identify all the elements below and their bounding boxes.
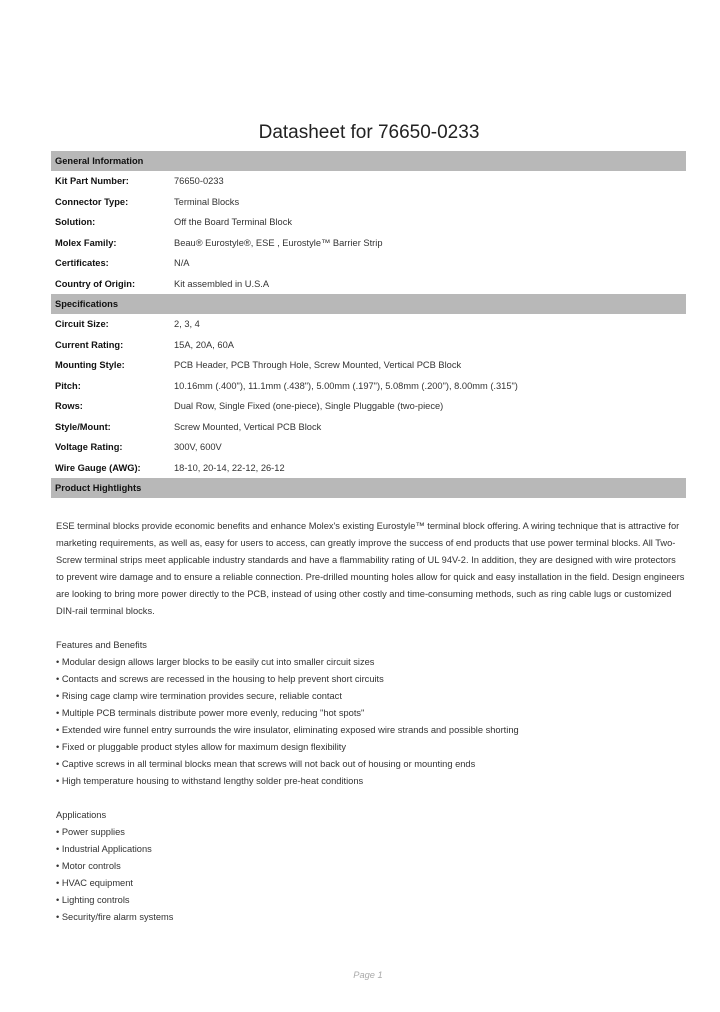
spec-row [51, 437, 686, 458]
spec-row [51, 458, 686, 479]
spec-row [51, 417, 686, 438]
list-item: • Rising cage clamp wire termination provides secure, reliable contact [56, 688, 686, 705]
spec-label: Country of Origin: [55, 278, 136, 289]
features-heading: Features and Benefits [56, 640, 147, 650]
spec-row [51, 192, 686, 213]
applications-heading: Applications [56, 810, 107, 820]
spec-label: Style/Mount: [55, 421, 111, 432]
section-header-specifications [51, 294, 686, 314]
page-title: Datasheet for 76650-0233 [258, 122, 480, 143]
list-item: • Captive screws in all terminal blocks mean that screws will not back out of housing or mounting ends [56, 756, 686, 773]
list-item: • Power supplies [56, 824, 686, 841]
applications-list [56, 824, 686, 926]
list-item: • Motor controls [56, 858, 686, 875]
spec-value: Kit assembled in U.S.A [174, 278, 270, 289]
list-item: • Lighting controls [56, 892, 686, 909]
spec-label: Voltage Rating: [55, 442, 123, 453]
spec-label: Molex Family: [55, 237, 117, 248]
spec-label: Mounting Style: [55, 360, 125, 371]
spec-row [51, 314, 686, 335]
spec-label: Kit Part Number: [55, 176, 129, 187]
list-item: • Multiple PCB terminals distribute power more evenly, reducing "hot spots" [56, 705, 686, 722]
spec-value: 18-10, 20-14, 22-12, 26-12 [174, 462, 285, 473]
list-item: • Contacts and screws are recessed in the housing to help prevent short circuits [56, 671, 686, 688]
list-item: • Extended wire funnel entry surrounds the wire insulator, eliminating exposed wire strands and possible shorting [56, 722, 686, 739]
spec-value: Dual Row, Single Fixed (one-piece), Single Pluggable (two-piece) [174, 401, 444, 412]
spec-row [51, 335, 686, 356]
spec-value: Off the Board Terminal Block [174, 217, 292, 228]
spec-label: Circuit Size: [55, 319, 109, 330]
spec-row [51, 253, 686, 274]
spec-row [51, 274, 686, 295]
spec-table [51, 151, 686, 498]
spec-label: Current Rating: [55, 339, 124, 350]
highlights-body [56, 518, 686, 926]
list-item: • Fixed or pluggable product styles allow for maximum design flexibility [56, 739, 686, 756]
spec-label: Rows: [55, 401, 83, 412]
list-item: • Security/fire alarm systems [56, 909, 686, 926]
section-header-general [51, 151, 686, 171]
section-heading: General Information [51, 151, 686, 171]
spec-value: 10.16mm (.400"), 11.1mm (.438"), 5.00mm (.197"), 5.08mm (.200"), 8.00mm (.315") [174, 380, 518, 391]
spec-value: PCB Header, PCB Through Hole, Screw Mounted, Vertical PCB Block [174, 360, 462, 371]
spec-label: Certificates: [55, 258, 109, 269]
spec-value: Terminal Blocks [174, 196, 240, 207]
spec-label: Pitch: [55, 380, 81, 391]
spec-value: 2, 3, 4 [174, 319, 200, 330]
section-heading: Specifications [51, 294, 686, 314]
spec-value: N/A [174, 258, 190, 269]
spec-row [51, 355, 686, 376]
spec-label: Connector Type: [55, 196, 129, 207]
spec-label: Solution: [55, 217, 96, 228]
highlights-paragraph: ESE terminal blocks provide economic benefits and enhance Molex's existing Eurostyle™ terminal block offering. A wiring technique that is attractive for marketing requirements, as well as, easy for users to access, can greatly improve the success of end products that use power terminal blocks. All Two-Screw terminal strips meet applicable industry standards and have a flammability rating of UL 94V-2. In addition, they are designed with wire protectors to prevent wire damage and to ensure a reliable connection. Pre-drilled mounting holes allow for quick and easy installation in the field. Design engineers are looking to bring more power directly to the PCB, instead of using other costly and time-consuming methods, such as ring cable lugs or customized DIN-rail terminal blocks. [56, 521, 685, 616]
spec-row [51, 233, 686, 254]
section-heading: Product Hightlights [51, 478, 686, 498]
page-number: Page 1 [353, 970, 383, 980]
list-item: • High temperature housing to withstand lengthy solder pre-heat conditions [56, 773, 686, 790]
spec-value: 15A, 20A, 60A [174, 339, 234, 350]
spec-row [51, 376, 686, 397]
spec-value: 300V, 600V [174, 442, 222, 453]
spec-value: Beau® Eurostyle®, ESE , Eurostyle™ Barrier Strip [174, 237, 383, 248]
spec-value: 76650-0233 [174, 176, 224, 187]
spec-row [51, 396, 686, 417]
list-item: • HVAC equipment [56, 875, 686, 892]
spec-label: Wire Gauge (AWG): [55, 462, 141, 473]
spec-row [51, 171, 686, 192]
spec-value: Screw Mounted, Vertical PCB Block [174, 421, 322, 432]
list-item: • Industrial Applications [56, 841, 686, 858]
section-header-highlights [51, 478, 686, 498]
features-list [56, 654, 686, 790]
spec-row [51, 212, 686, 233]
list-item: • Modular design allows larger blocks to be easily cut into smaller circuit sizes [56, 654, 686, 671]
